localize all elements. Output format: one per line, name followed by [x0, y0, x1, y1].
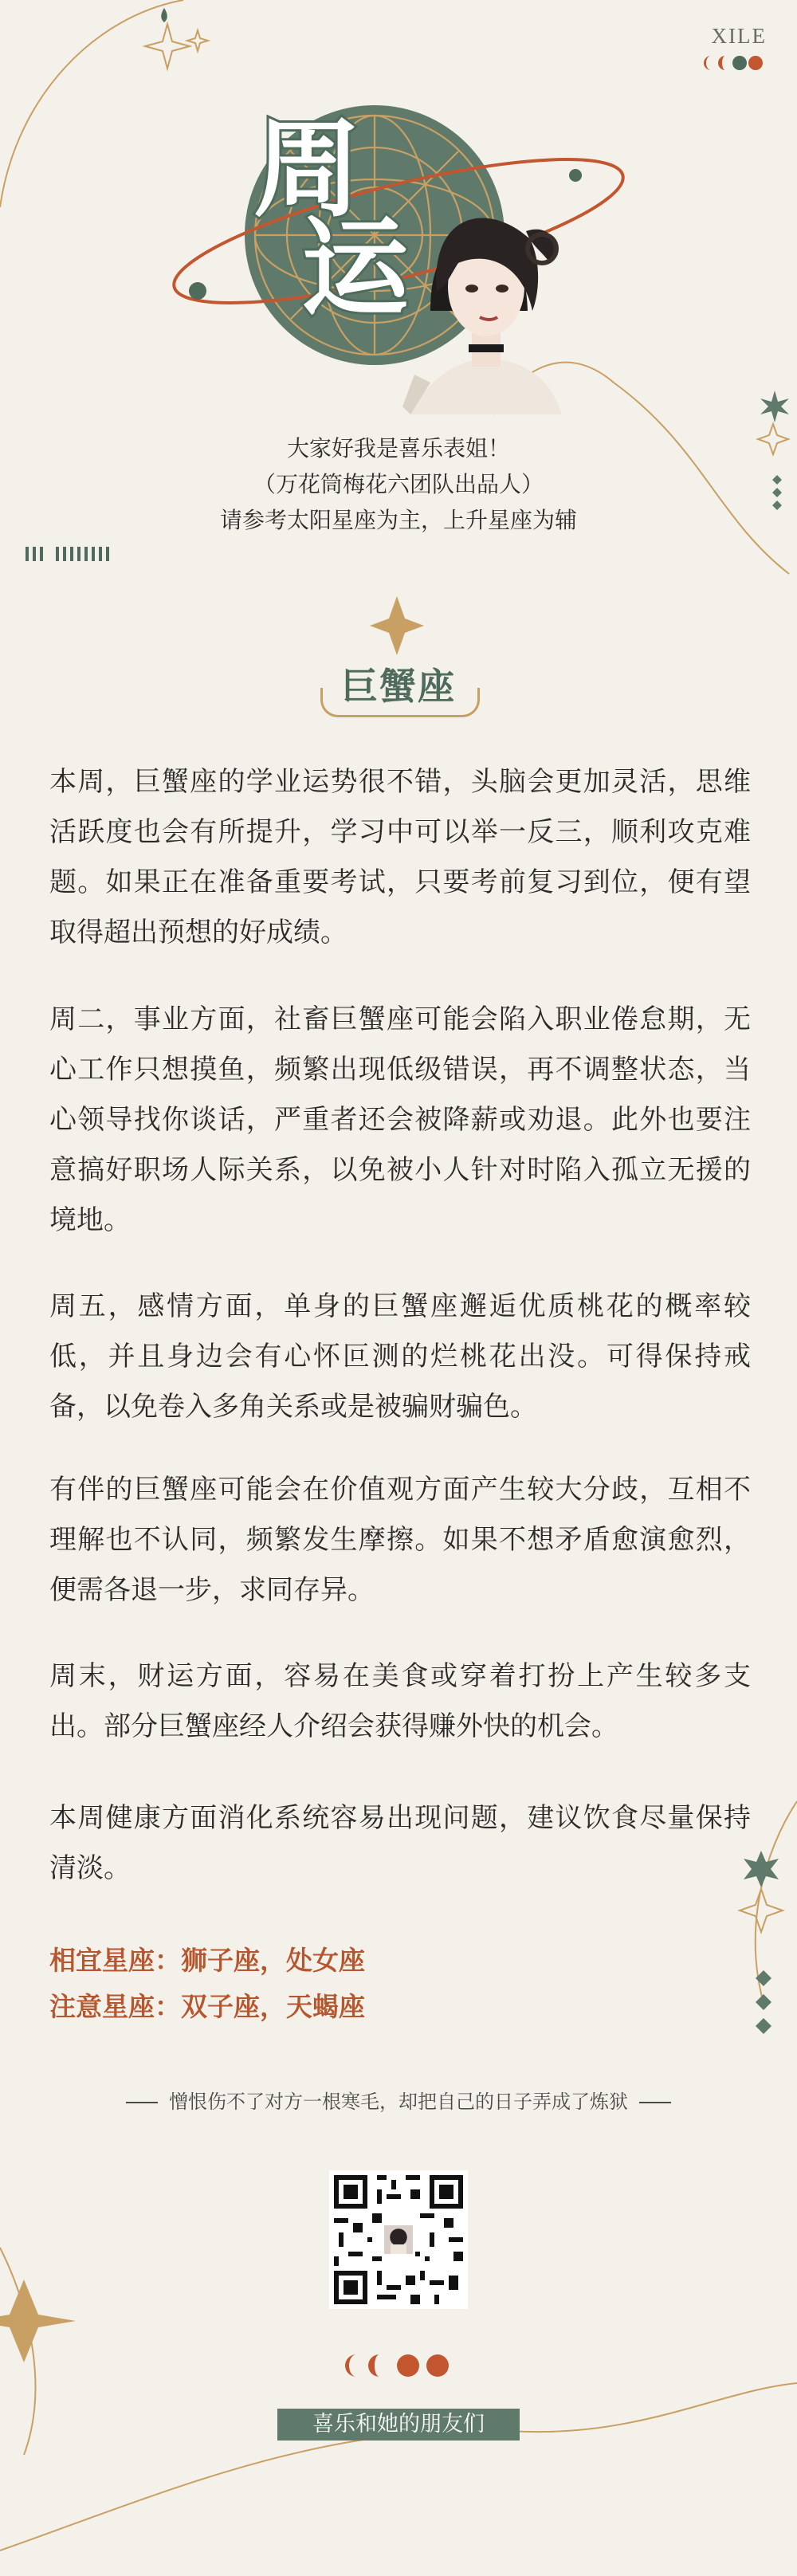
paragraph-study: 本周，巨蟹座的学业运势很不错，头脑会更加灵活，思维活跃度也会有所提升，学习中可以举一反三，顺利攻克难题。如果正在准备重要考试，只要考前复习到位，便有望取得超出预想的好成绩。 — [49, 766, 751, 948]
compatible-signs-label: 相宜星座： — [49, 1945, 181, 1976]
intro-note: 请参考太阳星座为主，上升星座为辅 — [219, 507, 577, 533]
sparkle-icon — [0, 2280, 76, 2362]
sparkle-icon — [370, 596, 424, 655]
quote-line — [0, 2086, 797, 2114]
paragraph-health: 本周健康方面消化系统容易出现问题，建议饮食尽量保持清淡。 — [49, 1802, 751, 1884]
caution-signs-label: 注意星座： — [49, 1991, 181, 2022]
paragraph-career: 周二，事业方面，社畜巨蟹座可能会陷入职业倦怠期，无心工作只想摸鱼，频繁出现低级错误，再不调整状态，当心领导找你谈话，严重者还会被降薪或劝退。此外也要注意搞好职场人际关系，以免被小人针对时陷入孤立无援的境地。 — [49, 1003, 751, 1236]
moon-phase-icon — [701, 53, 765, 73]
sign-heading-wrap — [0, 658, 797, 710]
caution-signs — [49, 1985, 365, 2028]
drop-icon — [161, 8, 167, 22]
moon-phase-icon — [345, 2354, 449, 2377]
intro-greeting: 大家好我是喜乐表姐！ — [286, 435, 510, 461]
diamond-icon — [756, 1970, 771, 2034]
sparkle-icon — [145, 24, 208, 69]
compatible-signs — [49, 1938, 365, 1982]
header-title-char-2: 运 — [301, 206, 409, 331]
paragraph-love-partnered: 有伴的巨蟹座可能会在价值观方面产生较大分歧，互相不理解也不认同，频繁发生摩擦。如果不想矛盾愈演愈烈，便需各退一步，求同存异。 — [49, 1474, 751, 1606]
quote-dash-left — [126, 2102, 158, 2103]
footer-team-tag: 喜乐和她的朋友们 — [277, 2409, 520, 2441]
intro-text — [0, 430, 797, 538]
quote-dash-right — [639, 2102, 671, 2103]
compatible-signs-value: 狮子座，处女座 — [181, 1945, 365, 1976]
brand-name: XILE — [711, 24, 767, 48]
sparkle-icon — [740, 1889, 783, 1932]
star-icon — [760, 391, 789, 422]
quote-text: 憎恨伤不了对方一根寒毛，却把自己的日子弄成了炼狱 — [169, 2091, 628, 2113]
paragraph-wealth: 周末，财运方面，容易在美食或穿着打扮上产生较多支出。部分巨蟹座经人介绍会获得赚外快的机会。 — [49, 1660, 751, 1742]
qr-code[interactable] — [329, 2170, 468, 2309]
header-title-char-1: 周 — [253, 107, 361, 232]
paragraph-love-single: 周五，感情方面，单身的巨蟹座邂逅优质桃花的概率较低，并且身边会有心怀叵测的烂桃花出没。可得保持戒备，以免卷入多角关系或是被骗财骗色。 — [49, 1290, 751, 1423]
intro-team: （万花筒梅花六团队出品人） — [253, 471, 544, 497]
bars-icon — [26, 547, 117, 561]
caution-signs-value: 双子座，天蝎座 — [181, 1991, 365, 2022]
zodiac-sign-title: 巨蟹座 — [341, 665, 456, 708]
